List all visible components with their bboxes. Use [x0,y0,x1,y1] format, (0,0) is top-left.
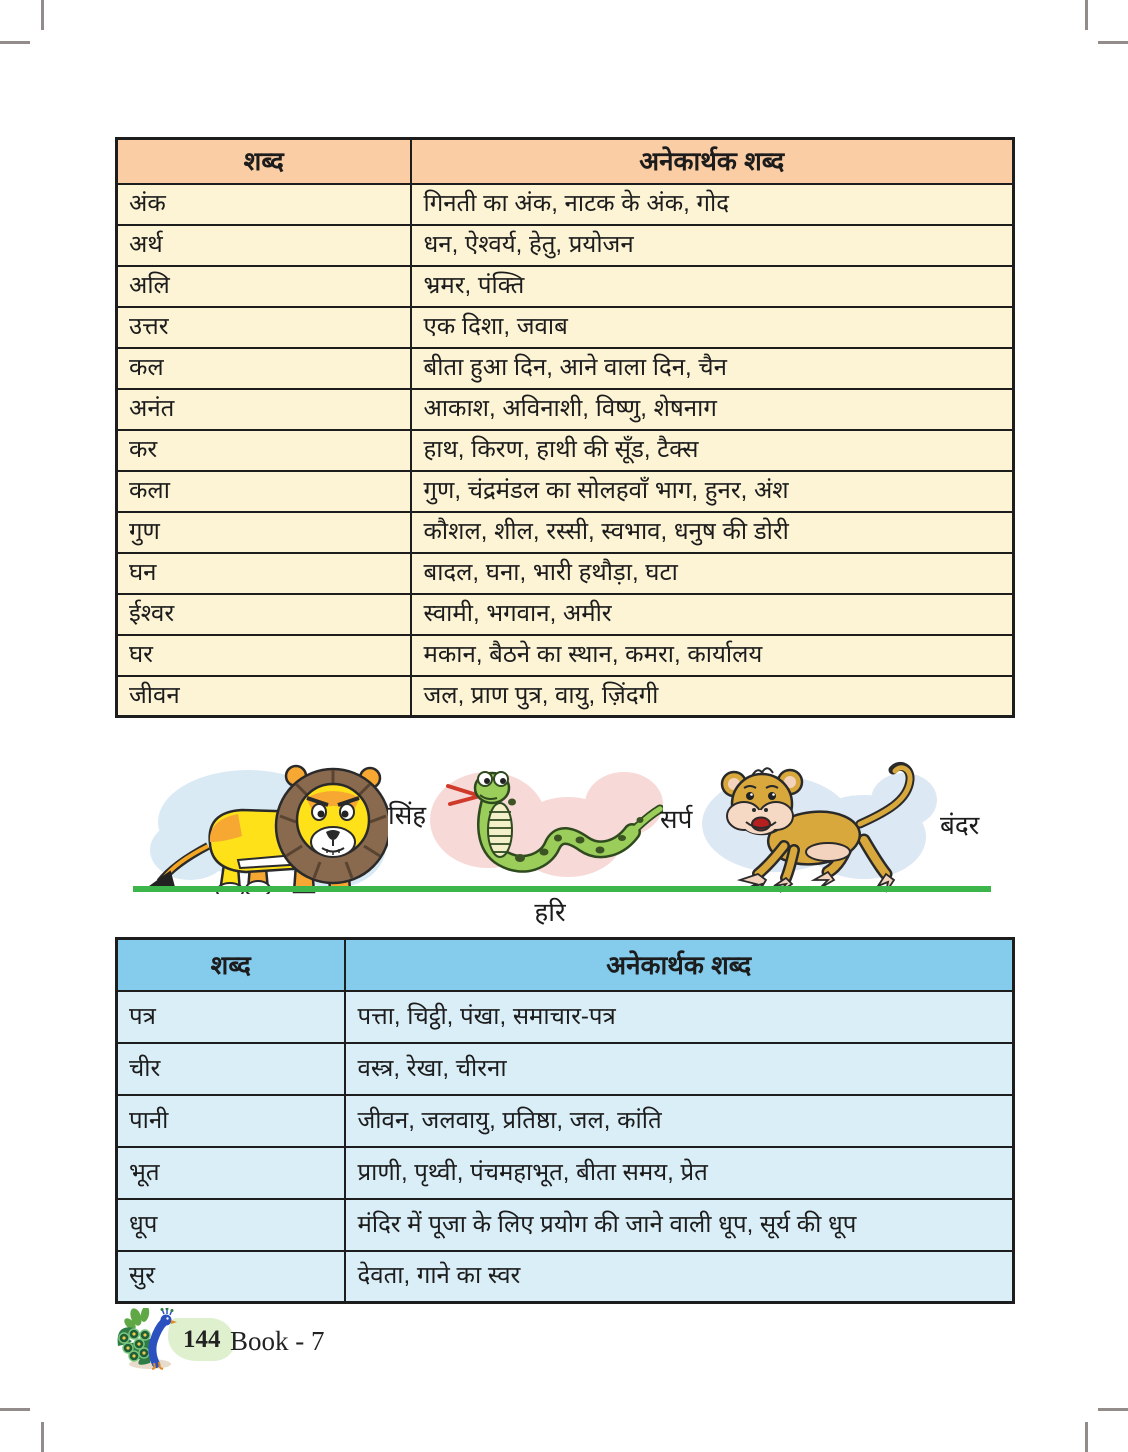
table-row [117,471,1014,512]
meanings-cell: स्वामी, भगवान, अमीर [411,594,1014,635]
table2-header-word: शब्द [117,939,345,991]
snake-illustration [428,752,663,887]
monkey-illustration [682,752,937,894]
table-row [117,676,1014,717]
table1-header-meanings: अनेकार्थक शब्द [411,139,1014,184]
meanings-cell: देवता, गाने का स्वर [345,1251,1014,1303]
word-cell: अर्थ [117,225,411,266]
meanings-cell: प्राणी, पृथ्वी, पंचमहाभूत, बीता समय, प्रेत [345,1147,1014,1199]
word-cell: अंक [117,184,411,225]
word-cell: पत्र [117,991,345,1043]
crop-mark-bottom-left-h [0,1408,30,1411]
word-cell: कला [117,471,411,512]
word-cell: धूप [117,1199,345,1251]
lion-label: सिंह [388,800,427,830]
table-row [117,991,1014,1043]
word-cell: जीवन [117,676,411,717]
figure-caption: हरि [534,897,566,927]
word-cell: ईश्वर [117,594,411,635]
table1-header-row [117,139,1014,184]
meanings-cell: बीता हुआ दिन, आने वाला दिन, चैन [411,348,1014,389]
monkey-label: बंदर [940,810,980,840]
word-cell: पानी [117,1095,345,1147]
word-meanings-table-1 [115,137,1015,718]
table-row [117,1251,1014,1303]
word-cell: सुर [117,1251,345,1303]
meanings-cell: मकान, बैठने का स्थान, कमरा, कार्यालय [411,635,1014,676]
word-cell: उत्तर [117,307,411,348]
meanings-cell: वस्त्र, रेखा, चीरना [345,1043,1014,1095]
table-row [117,1043,1014,1095]
page-number: 144 [183,1326,221,1353]
word-cell: कर [117,430,411,471]
snake-label: सर्प [660,804,693,834]
table-row [117,1147,1014,1199]
meanings-cell: गिनती का अंक, नाटक के अंक, गोद [411,184,1014,225]
crop-mark-bottom-right-h [1098,1408,1128,1411]
word-meanings-table-2 [115,937,1015,1304]
meanings-cell: धन, ऐश्वर्य, हेतु, प्रयोजन [411,225,1014,266]
meanings-cell: बादल, घना, भारी हथौड़ा, घटा [411,553,1014,594]
crop-mark-top-right-v [1085,0,1088,30]
green-divider-line [133,886,991,892]
table-row [117,184,1014,225]
table-row [117,635,1014,676]
lion-illustration [146,746,388,894]
table-row [117,389,1014,430]
word-cell: घर [117,635,411,676]
table-row [117,225,1014,266]
meanings-cell: गुण, चंद्रमंडल का सोलहवाँ भाग, हुनर, अंश [411,471,1014,512]
table-row [117,348,1014,389]
crop-mark-top-left-v [41,0,44,30]
meanings-cell: पत्ता, चिट्ठी, पंखा, समाचार-पत्र [345,991,1014,1043]
table-row [117,307,1014,348]
crop-mark-top-right-h [1098,41,1128,44]
meanings-cell: भ्रमर, पंक्ति [411,266,1014,307]
word-cell: गुण [117,512,411,553]
meanings-cell: एक दिशा, जवाब [411,307,1014,348]
crop-mark-top-left-h [0,41,30,44]
book-title: Book - 7 [230,1326,325,1356]
word-cell: भूत [117,1147,345,1199]
table-row [117,594,1014,635]
table2-header-row [117,939,1014,991]
table2-header-meanings: अनेकार्थक शब्द [345,939,1014,991]
meanings-cell: हाथ, किरण, हाथी की सूँड, टैक्स [411,430,1014,471]
table-row [117,553,1014,594]
word-cell: अलि [117,266,411,307]
peacock-icon [114,1308,180,1370]
crop-mark-bottom-right-v [1085,1422,1088,1452]
table-row [117,512,1014,553]
table-row [117,430,1014,471]
meanings-cell: आकाश, अविनाशी, विष्णु, शेषनाग [411,389,1014,430]
meanings-cell: कौशल, शील, रस्सी, स्वभाव, धनुष की डोरी [411,512,1014,553]
table-row [117,1095,1014,1147]
table-row [117,266,1014,307]
word-cell: अनंत [117,389,411,430]
table-row [117,1199,1014,1251]
word-cell: चीर [117,1043,345,1095]
word-cell: घन [117,553,411,594]
meanings-cell: जल, प्राण पुत्र, वायु, ज़िंदगी [411,676,1014,717]
meanings-cell: मंदिर में पूजा के लिए प्रयोग की जाने वाली धूप, सूर्य की धूप [345,1199,1014,1251]
word-cell: कल [117,348,411,389]
meanings-cell: जीवन, जलवायु, प्रतिष्ठा, जल, कांति [345,1095,1014,1147]
crop-mark-bottom-left-v [41,1422,44,1452]
table1-header-word: शब्द [117,139,411,184]
